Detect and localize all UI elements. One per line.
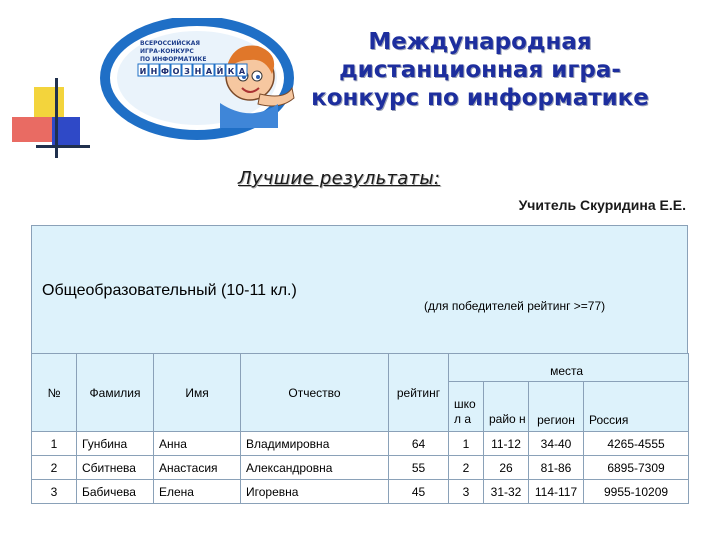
logo-letter: К bbox=[227, 67, 235, 76]
logo-letter: Н bbox=[150, 67, 158, 76]
infoznayka-logo bbox=[100, 18, 295, 143]
cell-district: 11-12 bbox=[484, 432, 529, 456]
decor-yellow-square bbox=[34, 87, 64, 117]
header-patronymic: Отчество bbox=[241, 354, 389, 432]
teacher-name: Учитель Скуридина Е.Е. bbox=[518, 197, 686, 213]
header-rating: рейтинг bbox=[389, 354, 449, 432]
cell-name: Анна bbox=[154, 432, 241, 456]
logo-letter: А bbox=[238, 67, 246, 76]
logo-letter: О bbox=[172, 67, 180, 76]
cell-school: 2 bbox=[449, 456, 484, 480]
cell-russia: 4265-4555 bbox=[584, 432, 689, 456]
cell-region: 114-117 bbox=[529, 480, 584, 504]
title-line-2: дистанционная игра- bbox=[339, 57, 621, 83]
subtitle-best-results: Лучшие результаты: bbox=[238, 168, 441, 189]
header-num: № bbox=[32, 354, 77, 432]
cell-school: 1 bbox=[449, 432, 484, 456]
table-row bbox=[32, 432, 689, 456]
cell-rating: 55 bbox=[389, 456, 449, 480]
cell-school: 3 bbox=[449, 480, 484, 504]
cell-name: Елена bbox=[154, 480, 241, 504]
header-russia: Россия bbox=[584, 382, 689, 432]
cell-patronymic: Игоревна bbox=[241, 480, 389, 504]
cell-rating: 45 bbox=[389, 480, 449, 504]
table-row bbox=[32, 480, 689, 504]
page-title bbox=[285, 28, 675, 112]
logo-text-line-2: ИГРА-КОНКУРС bbox=[140, 48, 194, 55]
cell-rating: 64 bbox=[389, 432, 449, 456]
cell-name: Анастасия bbox=[154, 456, 241, 480]
table-row bbox=[32, 456, 689, 480]
logo-text-line-3: ПО ИНФОРМАТИКЕ bbox=[140, 56, 207, 63]
logo-letter: Й bbox=[216, 67, 224, 76]
category-panel bbox=[31, 225, 688, 353]
cell-num: 3 bbox=[32, 480, 77, 504]
logo-letter: А bbox=[205, 67, 213, 76]
cell-surname: Сбитнева bbox=[77, 456, 154, 480]
decor-red-square bbox=[12, 117, 52, 142]
logo-letter: З bbox=[184, 67, 190, 76]
results-table bbox=[31, 353, 689, 504]
cell-num: 2 bbox=[32, 456, 77, 480]
header-region: регион bbox=[529, 382, 584, 432]
logo-letter: Ф bbox=[161, 67, 169, 76]
header-places: места bbox=[449, 354, 689, 382]
logo-text-line-1: ВСЕРОССИЙСКАЯ bbox=[140, 40, 200, 47]
header-name: Имя bbox=[154, 354, 241, 432]
logo-letter: И bbox=[139, 67, 147, 76]
category-label: Общеобразовательный (10-11 кл.) bbox=[42, 282, 297, 299]
cell-patronymic: Александровна bbox=[241, 456, 389, 480]
title-line-3: конкурс по информатике bbox=[311, 85, 649, 111]
cell-district: 26 bbox=[484, 456, 529, 480]
header-school: школ а bbox=[449, 382, 484, 432]
header-surname: Фамилия bbox=[77, 354, 154, 432]
cell-patronymic: Владимировна bbox=[241, 432, 389, 456]
header-row-1 bbox=[32, 354, 689, 382]
cell-region: 34-40 bbox=[529, 432, 584, 456]
cell-num: 1 bbox=[32, 432, 77, 456]
winner-threshold-note: (для победителей рейтинг >=77) bbox=[424, 299, 606, 313]
header-district: райо н bbox=[484, 382, 529, 432]
logo-letter-strip bbox=[138, 64, 247, 76]
decor-horizontal-line bbox=[36, 145, 90, 148]
logo-letter: Н bbox=[194, 67, 202, 76]
cell-region: 81-86 bbox=[529, 456, 584, 480]
cell-russia: 6895-7309 bbox=[584, 456, 689, 480]
title-line-1: Международная bbox=[368, 29, 592, 55]
cell-district: 31-32 bbox=[484, 480, 529, 504]
cell-surname: Гунбина bbox=[77, 432, 154, 456]
cell-russia: 9955-10209 bbox=[584, 480, 689, 504]
cell-surname: Бабичева bbox=[77, 480, 154, 504]
